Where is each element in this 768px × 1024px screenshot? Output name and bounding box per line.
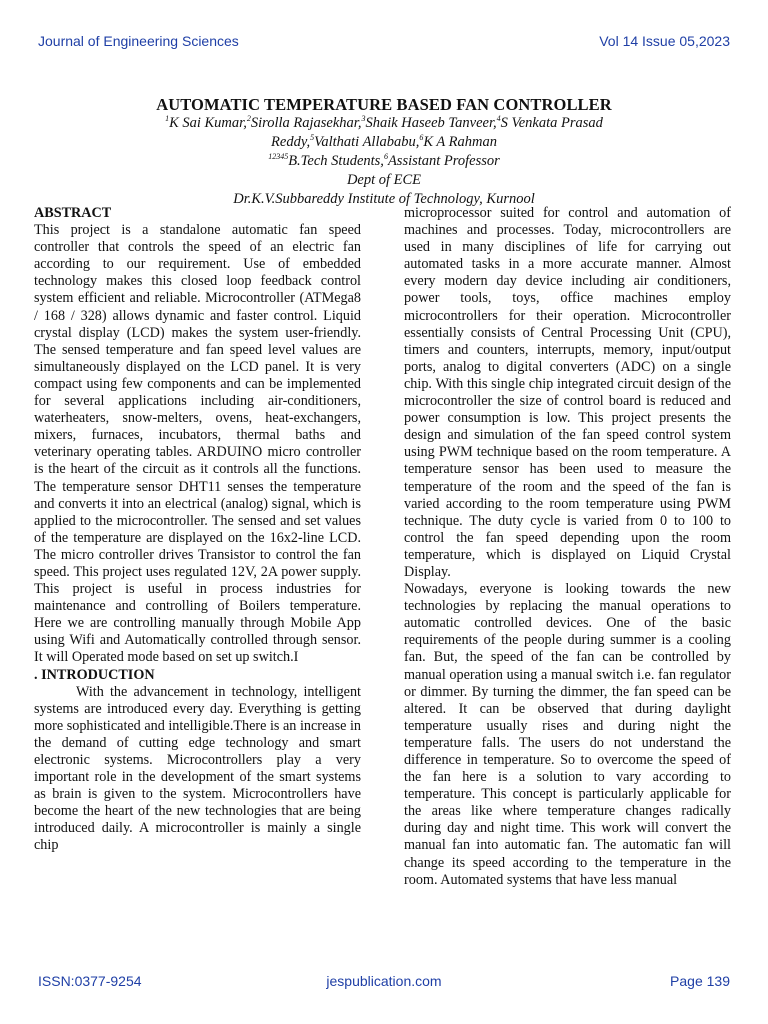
affil-students: B.Tech Students,: [288, 153, 384, 169]
paper-title: AUTOMATIC TEMPERATURE BASED FAN CONTROLLER: [156, 95, 612, 114]
author-sup: 2: [246, 114, 251, 124]
right-column: [404, 205, 731, 889]
institute: Dr.K.V.Subbareddy Institute of Technology, Kurnool: [233, 191, 535, 207]
footer-website[interactable]: jespublication.com: [326, 973, 442, 989]
author-sup: 5: [310, 133, 315, 143]
authors-line-2: [0, 133, 768, 152]
affiliation-line: [0, 152, 768, 171]
affil-sup: 6: [383, 152, 388, 162]
affil-sup: 12345: [268, 152, 289, 162]
intro-paragraph-1: With the advancement in technology, intelligent systems are introduced every day. Everything is getting more sophisticated and intelligible.There is an increase in the demand of cutting edge technology and smart electronic systems. Microcontrollers play a very important role in the development of the smart systems as brain is given to the system. Microcontrollers have become the heart of the new technologies that are being introduced daily. A microcontroller is mainly a single chip: [34, 683, 361, 854]
author-name: K Sai Kumar,: [169, 115, 247, 131]
issue-info: Vol 14 Issue 05,2023: [599, 33, 730, 49]
footer-issn: ISSN:0377-9254: [38, 973, 142, 989]
left-column: [34, 205, 361, 855]
author-name: Valthati Allababu,: [314, 134, 420, 150]
title-block: [0, 95, 768, 209]
author-sup: 4: [496, 114, 501, 124]
author-name: Reddy,: [271, 134, 311, 150]
authors-line-1: [0, 114, 768, 133]
author-name: K A Rahman: [423, 134, 497, 150]
journal-name: Journal of Engineering Sciences: [38, 33, 239, 49]
intro-paragraph-2: Nowadays, everyone is looking towards the new technologies by replacing the manual operations to automatic controlled devices. One of the basic requirements of the people during summer is a cooling fan. But, the speed of the fan can be controlled by manual operation using a manual switch i.e. fan regulator or dimmer. By turning the dimmer, the fan speed can be altered. It can be observed that during daylight temperature usually rises and during night the temperature falls. The users do not understand the difference in temperature. So to overcome the speed of the fan here is a solution to vary according to temperature. This concept is particularly applicable for the areas like where temperature changes radically during day and night time. This work will convert the manual fan into automatic fan. The automatic fan will change its speed according to the temperature in the room. Automated systems that have less manual: [404, 581, 731, 888]
intro-paragraph-1-continued: microprocessor suited for control and automation of machines and processes. Today, microcontrollers are used in many disciplines of life for carrying out automated tasks in a more accurate manner. Almost every modern day device including air conditioners, power tools, toys, office machines employ microcontrollers for their operation. Microcontroller essentially consists of Central Processing Unit (CPU), timers and counters, interrupts, memory, input/output ports, analog to digital converters (ADC) on a single chip. With this single chip integrated circuit design of the microcontroller the size of control board is reduced and power consumption is low. This project presents the design and simulation of the fan speed control system using PWM technique based on the room temperature. A temperature sensor has been used to measure the temperature of the room and the speed of the fan is varied according to the room temperature using PWM technique. The duty cycle is varied from 0 to 100 to control the fan speed depending upon the room temperature, which is displayed on Liquid Crystal Display.: [404, 205, 731, 580]
author-name: Sirolla Rajasekhar,: [250, 115, 362, 131]
affil-professor: Assistant Professor: [387, 153, 500, 169]
author-sup: 1: [165, 114, 170, 124]
department: Dept of ECE: [346, 172, 422, 188]
introduction-heading: . INTRODUCTION: [34, 666, 155, 683]
footer-page-number: Page 139: [670, 973, 730, 989]
author-name: S Venkata Prasad: [500, 115, 603, 131]
abstract-text: This project is a standalone automatic fan speed controller that controls the speed of an electric fan according to our requirement. Use of embedded technology makes this closed loop feedback control system efficient and reliable. Microcontroller (ATMega8 / 168 / 328) allows dynamic and faster control. Liquid crystal display (LCD) makes the system user-friendly. The sensed temperature and fan speed level values are simultaneously displayed on the LCD panel. It is very compact using few components and can be implemented for several applications including air-conditioners, waterheaters, snow-melters, ovens, heat-exchangers, mixers, furnaces, incubators, thermal baths and veterinary operating tables. ARDUINO micro controller is the heart of the circuit as it controls all the functions. The temperature sensor DHT11 senses the temperature and converts it into an electrical (analog) signal, which is applied to the microcontroller. The sensed and set values of the temperature are displayed on the 16x2-line LCD. The micro controller drives Transistor to control the fan speed. This project uses regulated 12V, 2A power supply. This project is useful in process industries for maintenance and controlling of Boilers temperature. Here we are controlling manually through Mobile App using Wifi and Automatically controlled through sensor. It will Operated mode based on set up switch.I: [34, 222, 361, 666]
abstract-heading: ABSTRACT: [34, 205, 112, 221]
author-name: Shaik Haseeb Tanveer,: [365, 115, 497, 131]
author-sup: 3: [361, 114, 366, 124]
author-sup: 6: [419, 133, 424, 143]
